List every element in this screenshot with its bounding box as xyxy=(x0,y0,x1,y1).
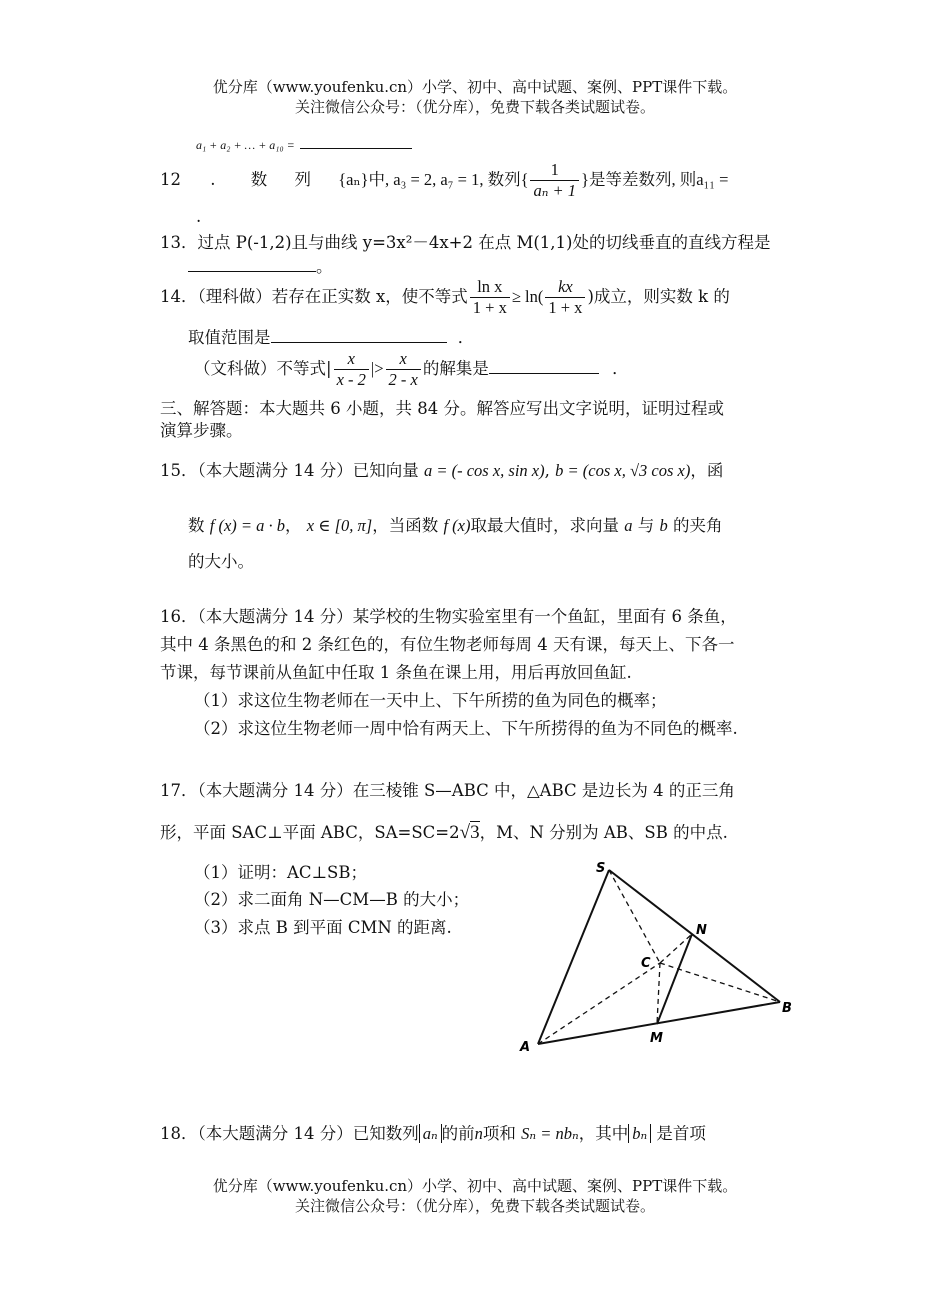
edge-AC xyxy=(538,963,660,1044)
q12-fraction xyxy=(530,160,579,201)
q18-mid-3: ，其中 xyxy=(578,1124,629,1143)
q18-line-1 xyxy=(160,1123,706,1145)
q12-number: 12 xyxy=(160,170,181,189)
label-C: C xyxy=(641,956,651,971)
q17-sqrt-sign: √ xyxy=(459,822,471,843)
q11-answer-blank xyxy=(300,148,412,149)
q15-function-ref: f (x) xyxy=(443,516,471,535)
q16-line-3: 节课，每节课前从鱼缸中任取 1 条鱼在课上用，用后再放回鱼缸. xyxy=(160,663,632,682)
q14-f2-denominator: 1 + x xyxy=(548,298,583,317)
q18-mid-2: 项和 xyxy=(482,1124,516,1143)
q16-line-2: 其中 4 条黑色的和 2 条红色的，有位生物老师每周 4 天有课，每天上、下各一 xyxy=(160,635,735,654)
q13-line-1: 13．过点 P(-1,2)且与曲线 y=3x²－4x+2 在点 M(1,1)处的切线垂直的直线方程是 xyxy=(160,233,771,252)
page-header-line-2: 关注微信公众号：（优分库），免费下载各类试题试卷。 xyxy=(294,98,655,116)
section-3-line-2: 演算步骤。 xyxy=(160,421,243,440)
q13-end: 。 xyxy=(316,257,333,276)
q14-wen-fraction-2 xyxy=(386,349,421,390)
label-S: S xyxy=(596,861,606,876)
q14-prefix: 14．（理科做）若存在正实数 x，使不等式 xyxy=(160,287,468,306)
q15-comma: , xyxy=(544,461,550,480)
q14-answer-blank xyxy=(271,342,447,343)
q14-f1-denominator: 1 + x xyxy=(472,298,507,317)
label-N: N xyxy=(696,923,707,938)
q14-line-2-end: ． xyxy=(457,328,475,347)
q15-l2-a: 数 xyxy=(188,516,205,535)
q11-tail xyxy=(196,133,412,156)
q12-fraction-denominator: aₙ + 1 xyxy=(533,181,577,200)
q15-l2-b: ， xyxy=(285,516,302,535)
q15-l2-c: ，当函数 xyxy=(372,516,439,535)
q17-line-2 xyxy=(160,822,728,844)
q14-wen-fraction-1 xyxy=(334,349,369,390)
q12-end-dot: . xyxy=(196,207,202,226)
edge-SA xyxy=(538,870,609,1044)
page-footer-line-1: 优分库（www.youfenku.cn）小学、初中、高中试题、案例、PPT课件下载。 xyxy=(212,1177,738,1195)
page-header-line-1: 优分库（www.youfenku.cn）小学、初中、高中试题、案例、PPT课件下载。 xyxy=(212,78,738,96)
q12-word-1: 数 xyxy=(250,170,268,189)
q12-sequence: {aₙ}中, a₃ = 2, a₇ = 1, 数列{ xyxy=(338,170,529,189)
q15-line-2 xyxy=(188,515,722,537)
edge-CB xyxy=(660,963,780,1002)
q14-wen-suffix: 的解集是 xyxy=(422,359,489,378)
q14-suffix: )成立，则实数 k 的 xyxy=(587,287,730,306)
q15-suffix: ，函 xyxy=(690,461,724,480)
edge-SB xyxy=(609,870,780,1002)
q13-line-2 xyxy=(188,256,333,278)
q12-tail: }是等差数列, 则a₁₁ = xyxy=(581,170,729,189)
q14-w2-denominator: 2 - x xyxy=(388,370,418,389)
q12-fraction-numerator: 1 xyxy=(530,160,579,181)
q18-prefix: 18．（本大题满分 14 分）已知数列 xyxy=(160,1124,419,1143)
q15-domain: x ∈ [0, π] xyxy=(306,516,373,535)
q14-f2-numerator: kx xyxy=(545,277,585,298)
q17-part-3: （3）求点 B 到平面 CMN 的距离. xyxy=(194,918,452,937)
q16-line-1: 16．（本大题满分 14 分）某学校的生物实验室里有一个鱼缸，里面有 6 条鱼， xyxy=(160,607,737,626)
q14-wen-prefix: （文科做）不等式| xyxy=(194,359,332,378)
q14-wenke xyxy=(194,349,629,390)
edge-MN xyxy=(657,934,692,1024)
section-3-line-1: 三、解答题：本大题共 6 小题，共 84 分。解答应写出文字说明，证明过程或 xyxy=(160,399,724,418)
q15-line-3: 的大小。 xyxy=(188,552,254,571)
q18-suffix: 是首项 xyxy=(656,1124,706,1143)
q15-l2-e: 与 xyxy=(637,516,655,535)
q17-line-1: 17．（本大题满分 14 分）在三棱锥 S—ABC 中，△ABC 是边长为 4 的正三角 xyxy=(160,781,735,800)
pyramid-figure xyxy=(500,850,810,1060)
label-B: B xyxy=(782,1001,792,1016)
q15-function-def: f (x) = a · b xyxy=(209,516,286,535)
q13-answer-blank xyxy=(188,271,316,272)
q15-vector-a-ref: a xyxy=(624,516,633,535)
q14-wen-answer-blank xyxy=(489,373,599,374)
q12-dot: . xyxy=(210,170,216,189)
label-A: A xyxy=(520,1040,531,1055)
q14-fraction-1 xyxy=(470,277,510,318)
q18-seq-a: aₙ xyxy=(419,1124,442,1143)
q15-vector-a: a = (- cos x, sin x) xyxy=(423,461,545,480)
q14-f1-numerator: ln x xyxy=(470,277,510,298)
q15-l2-d: 取最大值时，求向量 xyxy=(470,516,619,535)
q14-range-label: 取值范围是 xyxy=(188,328,271,347)
q18-seq-b: bₙ xyxy=(628,1124,651,1143)
q17-part-1: （1）证明：AC⊥SB； xyxy=(194,863,367,882)
q15-l2-g: 的夹角 xyxy=(672,516,723,535)
page-footer-line-2: 关注微信公众号：（优分库），免费下载各类试题试卷。 xyxy=(294,1197,655,1215)
q14-wen-middle: |> xyxy=(370,359,384,378)
q18-sum: Sₙ = nbₙ xyxy=(521,1124,579,1143)
q12-word-2: 列 xyxy=(294,170,311,189)
edge-SC xyxy=(609,870,660,963)
q14-line-2 xyxy=(188,327,474,349)
q14-fraction-2 xyxy=(545,277,585,318)
q11-expression: a₁ + a₂ + … + a₁₀ = xyxy=(196,138,295,152)
q17-line-2b: ，M、N 分别为 AB、SB 的中点. xyxy=(479,823,728,842)
q15-prefix: 15．（本大题满分 14 分）已知向量 xyxy=(160,461,419,480)
q14-w2-numerator: x xyxy=(386,349,421,370)
q14-w1-numerator: x xyxy=(334,349,369,370)
question-12 xyxy=(160,160,729,201)
q14-w1-denominator: x - 2 xyxy=(336,370,366,389)
q15-vector-b-ref: b xyxy=(659,516,668,535)
q17-sqrt-value: 3 xyxy=(470,822,480,843)
q14-middle: ≥ ln( xyxy=(511,287,544,306)
q17-line-2a: 形，平面 SAC⊥平面 ABC，SA=SC=2 xyxy=(160,823,460,842)
q17-part-2: （2）求二面角 N—CM—B 的大小； xyxy=(194,890,470,909)
label-M: M xyxy=(650,1031,663,1046)
q15-line-1 xyxy=(160,460,723,482)
q18-n: n xyxy=(474,1124,483,1143)
q16-part-1: （1）求这位生物老师在一天中上、下午所捞的鱼为同色的概率； xyxy=(194,691,667,710)
q15-vector-b: b = (cos x, √3 cos x) xyxy=(555,461,691,480)
question-14 xyxy=(160,277,730,318)
q18-mid-1: 的前 xyxy=(441,1124,475,1143)
q16-part-2: （2）求这位生物老师一周中恰有两天上、下午所捞得的鱼为不同色的概率. xyxy=(194,719,738,738)
q14-wen-end: ． xyxy=(612,359,629,378)
